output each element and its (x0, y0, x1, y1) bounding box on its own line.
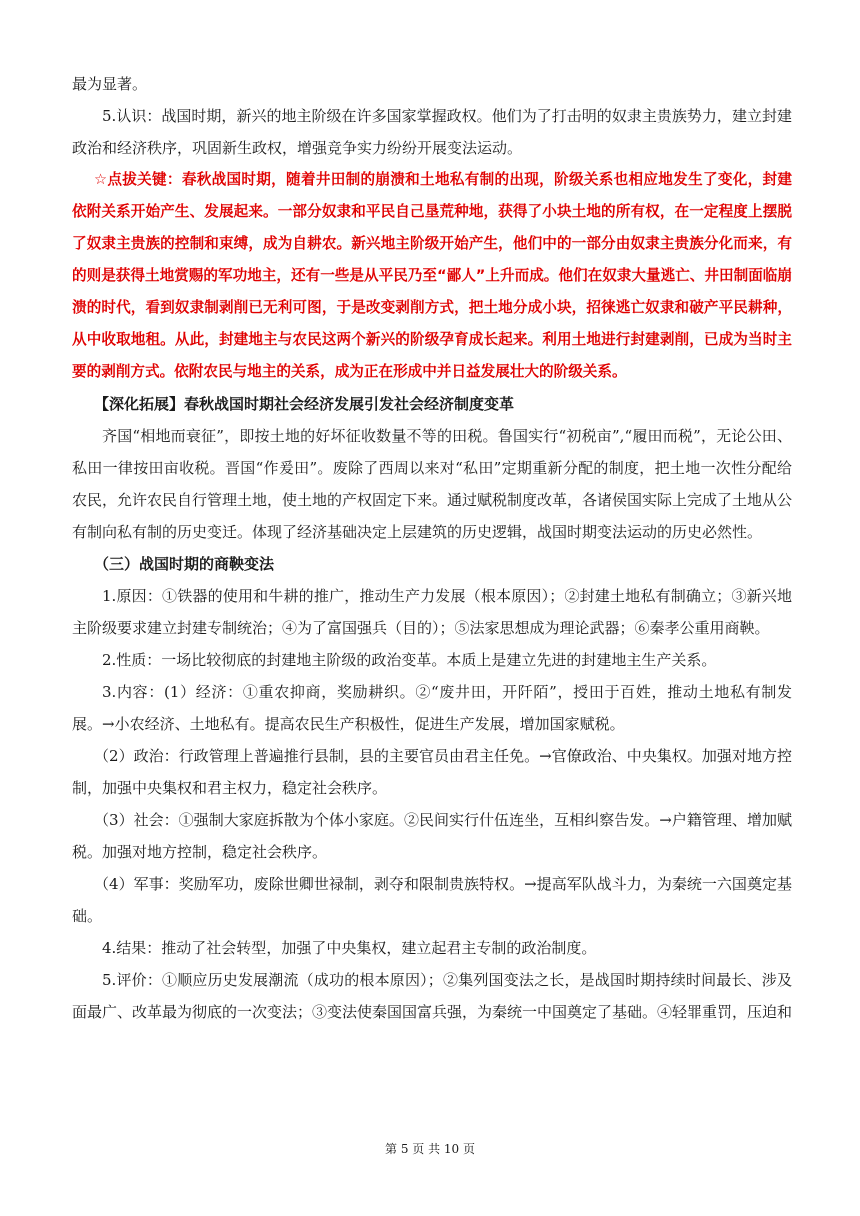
key-point-paragraph: ☆点拔关键：春秋战国时期，随着井田制的崩溃和土地私有制的出现，阶级关系也相应地发生了变化，封建依附关系开始产生、发展起来。一部分奴隶和平民自己垦荒种地，获得了小块土地的所有权，在一定程度上摆脱了奴隶主贵族的控制和束缚，成为自耕农。新兴地主阶级开始产生，他们中的一部分由奴隶主贵族分化而来，有的则是获得土地赏赐的军功地主，还有一些是从平民乃至“鄙人”上升而成。他们在奴隶大量逃亡、井田制面临崩溃的时代，看到奴隶制剥削已无利可图，于是改变剥削方式，把土地分成小块，招徕逃亡奴隶和破产平民耕种，从中收取地租。从此，封建地主与农民这两个新兴的阶级孕育成长起来。利用土地进行封建剥削，已成为当时主要的剥削方式。依附农民与地主的关系，成为正在形成中并日益发展壮大的阶级关系。 (72, 171, 792, 380)
nature-paragraph: 2.性质：一场比较彻底的封建地主阶级的政治变革。本质上是建立先进的封建地主生产关系。 (102, 651, 717, 669)
expansion-paragraph: 齐国“相地而衰征”，即按土地的好坏征收数量不等的田税。鲁国实行“初税亩”,“履田而税”，无论公田、私田一律按田亩收税。晋国“作爰田”。废除了西周以来对“私田”定期重新分配的制度，把土地一次性分配给农民，允许农民自行管理土地，使土地的产权固定下来。通过赋税制度改革，各诸侯国实际上完成了土地从公有制向私有制的历史变迁。体现了经济基础决定上层建筑的历史逻辑，战国时期变法运动的历史必然性。 (72, 427, 793, 541)
reason-paragraph: 1.原因：①铁器的使用和牛耕的推广，推动生产力发展（根本原因）；②封建土地私有制确立；③新兴地主阶级要求建立封建专制统治；④为了富国强兵（目的）；⑤法家思想成为理论武器；⑥秦孝公重用商鞅。 (72, 587, 792, 637)
expansion-heading: 【深化拓展】春秋战国时期社会经济发展引发社会经济制度变革 (94, 395, 515, 413)
result-paragraph: 4.结果：推动了社会转型，加强了中央集权，建立起君主专制的政治制度。 (102, 939, 597, 957)
document-page (72, 68, 792, 1028)
content-military-paragraph: （4）军事：奖励军功，废除世卿世禄制，剥夺和限制贵族特权。→提高军队战斗力，为秦统一六国奠定基础。 (72, 875, 792, 925)
page-footer: 第 5 页 共 10 页 (385, 1142, 475, 1156)
paragraph-recognition: 5.认识：战国时期，新兴的地主阶级在许多国家掌握政权。他们为了打击明的奴隶主贵族势力，建立封建政治和经济秩序，巩固新生政权，增强竞争实力纷纷开展变法运动。 (72, 107, 792, 157)
paragraph-continuation: 最为显著。 (72, 75, 148, 93)
content-society-paragraph: （3）社会：①强制大家庭拆散为个体小家庭。②民间实行什伍连坐，互相纠察告发。→户籍管理、增加赋税。加强对地方控制，稳定社会秩序。 (72, 811, 792, 861)
content-economy-paragraph: 3.内容：(1）经济：①重农抑商，奖励耕织。②“废井田，开阡陌”，授田于百姓，推动土地私有制发展。→小农经济、土地私有。提高农民生产积极性，促进生产发展，增加国家赋税。 (72, 683, 792, 733)
section-heading-shang-yang: （三）战国时期的商鞅变法 (94, 555, 275, 573)
evaluation-paragraph: 5.评价：①顺应历史发展潮流（成功的根本原因）；②集列国变法之长，是战国时期持续时间最长、涉及面最广、改革最为彻底的一次变法；③变法使秦国国富兵强，为秦统一中国奠定了基础。④轻罪重罚，压迫和 (72, 971, 793, 1021)
content-politics-paragraph: （2）政治：行政管理上普遍推行县制，县的主要官员由君主任免。→官僚政治、中央集权。加强对地方控制，加强中央集权和君主权力，稳定社会秩序。 (72, 747, 792, 797)
